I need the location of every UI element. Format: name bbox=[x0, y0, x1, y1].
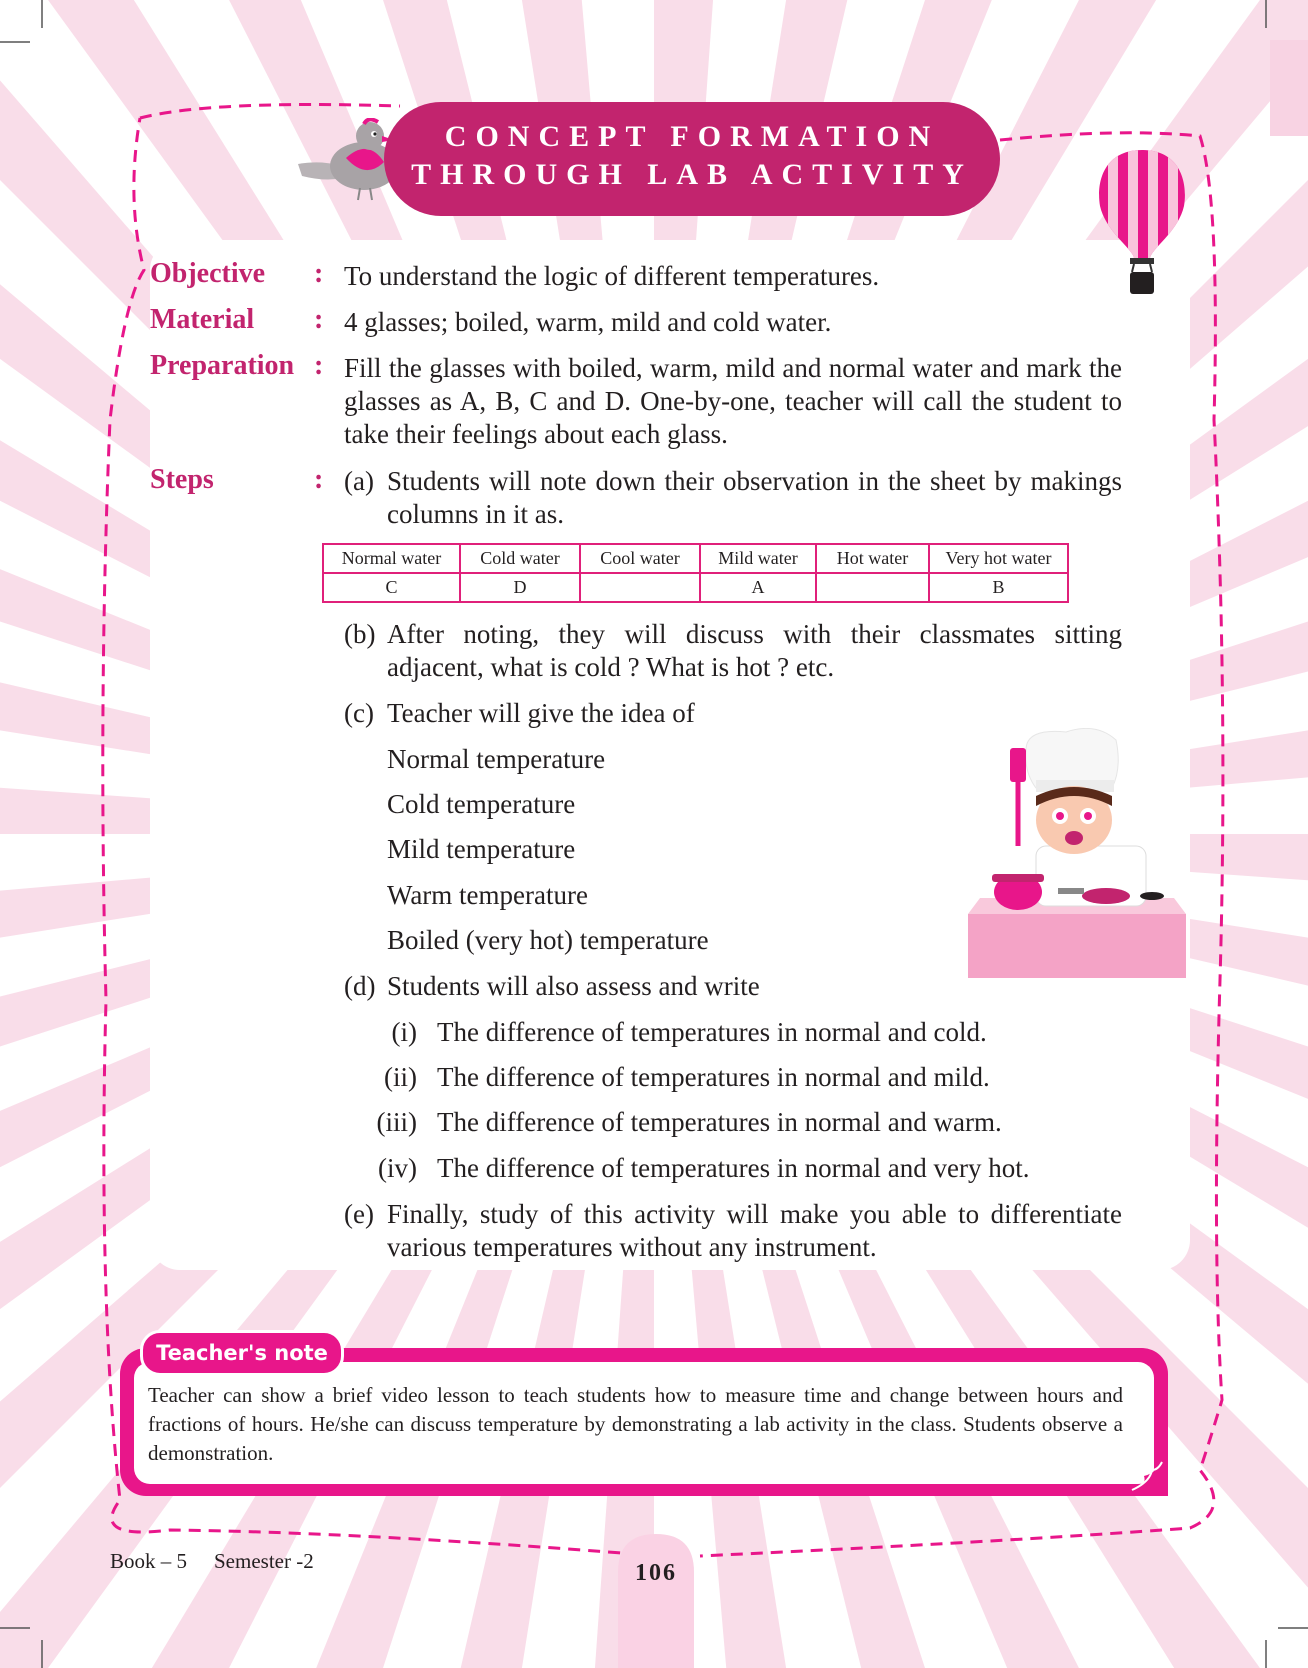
table-header: Hot water bbox=[816, 544, 929, 573]
table-row bbox=[323, 573, 1068, 602]
table-cell bbox=[580, 573, 700, 602]
table-header: Cold water bbox=[460, 544, 580, 573]
list-item: Warm temperature bbox=[387, 880, 588, 910]
material-text: 4 glasses; boiled, warm, mild and cold water. bbox=[344, 307, 832, 337]
step-c-marker: (c) bbox=[344, 698, 374, 728]
sub-item-text: The difference of temperatures in normal and warm. bbox=[437, 1107, 1002, 1137]
table-cell: D bbox=[460, 573, 580, 602]
objective-label: Objective bbox=[150, 258, 266, 289]
table-cell: A bbox=[700, 573, 816, 602]
preparation-text: Fill the glasses with boiled, warm, mild and normal water and mark the glasses as A, B, C and D. One-by-one, teacher will call the student to take their feelings about each glass. bbox=[344, 353, 1122, 449]
page-number: 106 bbox=[635, 1560, 677, 1586]
sub-marker: (i) bbox=[391, 1017, 417, 1047]
table-cell: C bbox=[323, 573, 460, 602]
sub-marker: (iii) bbox=[376, 1107, 417, 1137]
step-a-text: Students will note down their observation in the sheet by makings columns in it as. bbox=[387, 466, 1122, 529]
table-header: Mild water bbox=[700, 544, 816, 573]
objective-text: To understand the logic of different temperatures. bbox=[344, 261, 880, 291]
table-header: Very hot water bbox=[929, 544, 1068, 573]
title-line-2: THROUGH LAB ACTIVITY bbox=[411, 158, 973, 191]
sub-item-text: The difference of temperatures in normal and very hot. bbox=[437, 1153, 1030, 1183]
side-tab bbox=[1270, 40, 1308, 136]
table-cell: B bbox=[929, 573, 1068, 602]
list-item: Normal temperature bbox=[387, 744, 606, 774]
title-banner bbox=[384, 102, 1000, 216]
step-c-text: Teacher will give the idea of bbox=[387, 698, 695, 728]
objective-colon: : bbox=[314, 258, 324, 289]
material-colon: : bbox=[314, 304, 324, 335]
teacher-note-text: Teacher can show a brief video lesson to teach students how to measure time and change between hours and fractions of hours. He/she can discuss temperature by demonstrating a lab activity in the class. Students observe a demonstration. bbox=[148, 1383, 1123, 1465]
sub-marker: (ii) bbox=[384, 1062, 417, 1092]
list-item: Cold temperature bbox=[387, 789, 576, 819]
step-b-text: After noting, they will discuss with their classmates sitting adjacent, what is cold ? What is hot ? etc. bbox=[387, 619, 1122, 682]
sub-marker: (iv) bbox=[378, 1153, 417, 1183]
footer-book: Book – 5 bbox=[110, 1549, 188, 1573]
step-a-marker: (a) bbox=[344, 466, 374, 496]
table-header: Normal water bbox=[323, 544, 460, 573]
step-d-text: Students will also assess and write bbox=[387, 971, 760, 1001]
sub-item-text: The difference of temperatures in normal and cold. bbox=[437, 1017, 987, 1047]
step-e-marker: (e) bbox=[344, 1199, 374, 1229]
preparation-label: Preparation bbox=[150, 350, 295, 381]
step-e-text: Finally, study of this activity will make you able to differentiate various temperatures without any instrument. bbox=[387, 1199, 1122, 1262]
chef-illustration bbox=[966, 728, 1188, 980]
steps-label: Steps bbox=[150, 464, 214, 495]
teacher-note-title: Teacher's note bbox=[140, 1330, 344, 1376]
table-cell bbox=[816, 573, 929, 602]
material-label: Material bbox=[150, 304, 255, 335]
page-number-tab bbox=[618, 1534, 694, 1668]
table-header-row bbox=[323, 544, 1068, 573]
sub-item-text: The difference of temperatures in normal and mild. bbox=[437, 1062, 990, 1092]
page-curl-icon bbox=[1124, 1452, 1168, 1496]
step-b-marker: (b) bbox=[344, 619, 376, 649]
title-line-1: CONCEPT FORMATION bbox=[444, 120, 940, 153]
table-header: Cool water bbox=[580, 544, 700, 573]
step-d-marker: (d) bbox=[344, 971, 376, 1001]
preparation-colon: : bbox=[314, 350, 324, 381]
list-item: Boiled (very hot) temperature bbox=[387, 925, 709, 955]
footer-semester: Semester -2 bbox=[214, 1549, 314, 1573]
observation-table bbox=[322, 543, 1069, 603]
list-item: Mild temperature bbox=[387, 834, 576, 864]
steps-colon: : bbox=[314, 464, 324, 495]
